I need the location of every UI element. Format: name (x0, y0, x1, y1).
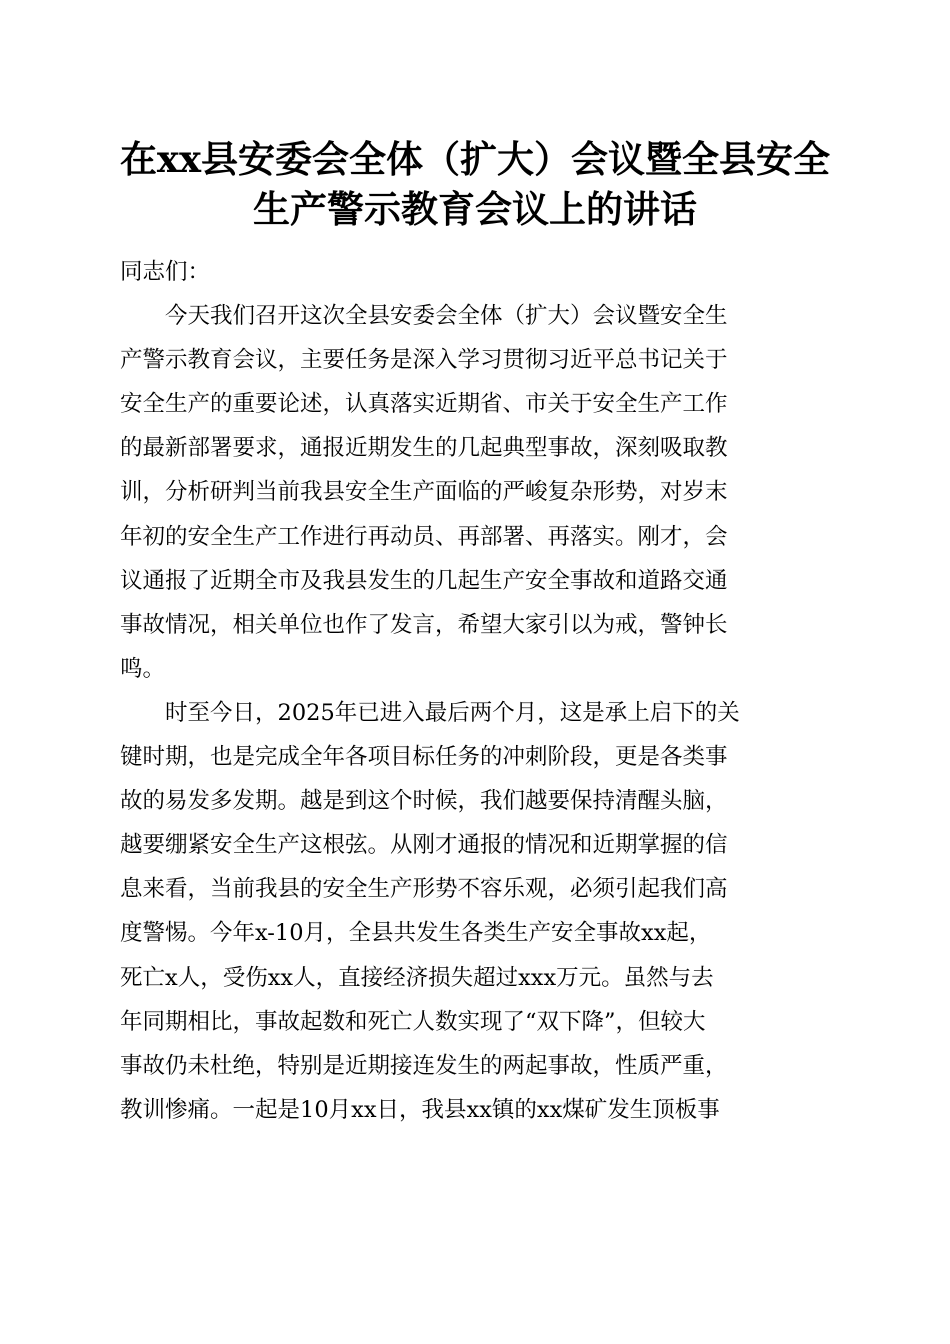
paragraph-2-line: 息来看，当前我县的安全生产形势不容乐观，必须引起我们高 (120, 876, 728, 903)
title-line-1: 在xx县安委会全体（扩大）会议暨全县安全 (119, 137, 831, 181)
paragraph-1 (120, 294, 826, 691)
paragraph-2-line: 时至今日，2025年已进入最后两个月，这是承上启下的关 (165, 699, 740, 726)
paragraph-2-line: 教训惨痛。一起是10月xx日，我县xx镇的xx煤矿发生顶板事 (120, 1096, 720, 1123)
paragraph-2-line: 年同期相比，事故起数和死亡人数实现了“双下降”，但较大 (120, 1008, 706, 1035)
paragraph-2-line: 越要绷紧安全生产这根弦。从刚才通报的情况和近期掌握的信 (120, 832, 728, 859)
paragraph-2-line: 键时期，也是完成全年各项目标任务的冲刺阶段，更是各类事 (120, 744, 728, 771)
paragraph-1-line: 鸣。 (120, 655, 166, 682)
paragraph-1-line: 议通报了近期全市及我县发生的几起生产安全事故和道路交通 (120, 567, 728, 594)
document-title (95, 134, 855, 234)
salutation: 同志们： (120, 259, 211, 285)
paragraph-1-line: 训，分析研判当前我县安全生产面临的严峻复杂形势，对岁末 (120, 479, 728, 506)
paragraph-2-line: 故的易发多发期。越是到这个时候，我们越要保持清醒头脑， (120, 788, 728, 815)
paragraph-1-line: 今天我们召开这次全县安委会全体（扩大）会议暨安全生 (165, 303, 728, 330)
document-body (120, 250, 826, 1132)
paragraph-1-line: 的最新部署要求，通报近期发生的几起典型事故，深刻吸取教 (120, 435, 728, 462)
paragraph-2 (120, 691, 826, 1132)
paragraph-1-line: 事故情况，相关单位也作了发言，希望大家引以为戒，警钟长 (120, 611, 728, 638)
paragraph-2-line: 死亡x人，受伤xx人，直接经济损失超过xxx万元。虽然与去 (120, 964, 714, 991)
paragraph-1-line: 年初的安全生产工作进行再动员、再部署、再落实。刚才，会 (120, 523, 728, 550)
paragraph-1-line: 安全生产的重要论述，认真落实近期省、市关于安全生产工作 (120, 391, 728, 418)
paragraph-1-line: 产警示教育会议，主要任务是深入学习贯彻习近平总书记关于 (120, 347, 728, 374)
title-line-2: 生产警示教育会议上的讲话 (253, 187, 697, 231)
paragraph-2-line: 事故仍未杜绝，特别是近期接连发生的两起事故，性质严重， (120, 1052, 728, 1079)
paragraph-2-line: 度警惕。今年x-10月，全县共发生各类生产安全事故xx起， (120, 920, 712, 947)
